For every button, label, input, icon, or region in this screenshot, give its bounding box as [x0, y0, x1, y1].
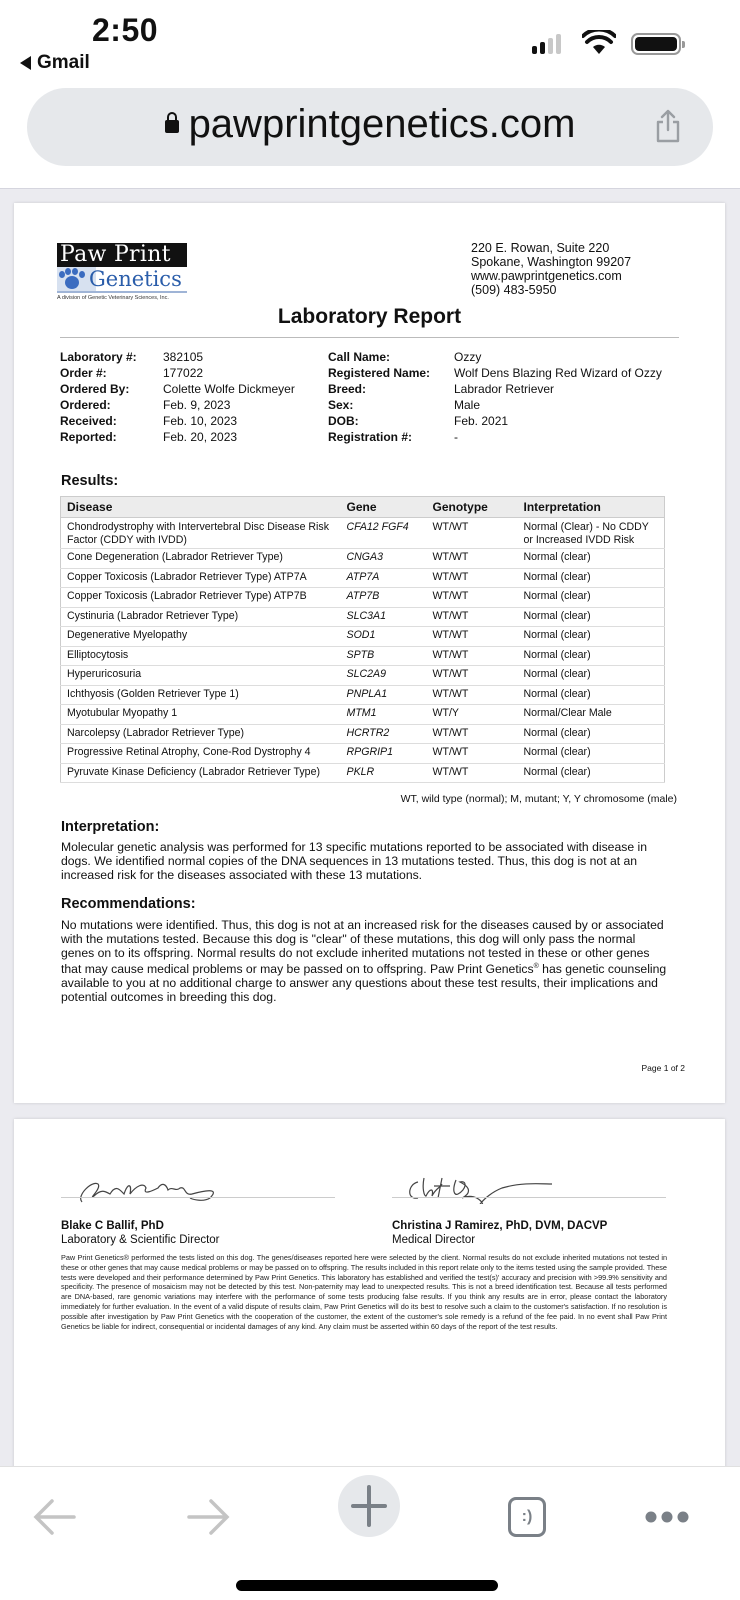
interpretation-cell: Normal (clear) — [518, 685, 665, 705]
back-triangle-icon — [20, 56, 31, 70]
lock-icon — [165, 120, 179, 133]
status-time: 2:50 — [92, 12, 159, 48]
genotype-cell: WT/WT — [427, 744, 518, 764]
gene-cell: RPGRIP1 — [341, 744, 427, 764]
table-row — [61, 666, 665, 686]
back-to-app-link[interactable] — [20, 52, 90, 74]
new-tab-button[interactable] — [338, 1475, 400, 1537]
table-row — [61, 685, 665, 705]
gene-cell: SLC2A9 — [341, 666, 427, 686]
forward-button[interactable] — [178, 1487, 238, 1547]
genotype-cell: WT/WT — [427, 646, 518, 666]
table-row — [61, 549, 665, 569]
signature-line — [61, 1197, 335, 1198]
order-info: Laboratory #: 382105 Order #: 177022 Ordered By: Colette Wolfe Dickmeyer Ordered: Feb. 9, 2023 Received: Feb. 10, 2023 Reported: Feb. 20, 2023 — [60, 350, 295, 444]
interpretation-cell: Normal (clear) — [518, 568, 665, 588]
disease-cell: Hyperuricosuria — [61, 666, 341, 686]
address-bar[interactable] — [27, 88, 713, 166]
interpretation-cell: Normal (clear) — [518, 588, 665, 608]
genotype-cell: WT/WT — [427, 607, 518, 627]
gene-cell: PNPLA1 — [341, 685, 427, 705]
results-heading: Results: — [61, 473, 119, 489]
interpretation-cell: Normal/Clear Male — [518, 705, 665, 725]
legal-disclaimer: Paw Print Genetics® performed the tests listed on this dog. The genes/diseases reported here were selected by the client. Normal results do not exclude inherited mutations not tested in these or other genes that may cause medical problems or may be passed on to offspring. The results included in this report relate only to the items tested using the sample provided. These tests were developed and their performance determined by Paw Print Genetics. This laboratory has established and verified the test(s)' accuracy and precision with >99.9% sensitivity and specificity. The presence of mosaicism may not be detected by this test. Non-paternity may lead to unexpected results. This is not a breed identification test. Because all tests performed are DNA-based, rare genomic variations may interfere with the performance of some tests producing false results. If you think any results are in error, please contact the laboratory immediately for further evaluation. In the event of a valid dispute of results claim, Paw Print Genetics will do its best to resolve such a claim to the customer's satisfaction. If no resolution is possible after investigation by Paw Print Genetics with the cooperation of the customer, the extent of the customer's sole remedy is a refund of the fee paid. In no event shall Paw Print Genetics be liable for indirect, consequential or incidental damages of any kind. Any claim must be asserted within 60 days of the report of the test results. — [61, 1253, 667, 1331]
paw-icon — [57, 268, 87, 290]
genotype-cell: WT/WT — [427, 763, 518, 783]
share-icon[interactable] — [653, 108, 683, 144]
gene-cell: ATP7A — [341, 568, 427, 588]
interpretation-cell: Normal (clear) — [518, 627, 665, 647]
logo-tagline: A division of Genetic Veterinary Sciences, Inc. — [57, 295, 169, 301]
signature-line — [392, 1197, 666, 1198]
disease-cell: Progressive Retinal Atrophy, Cone-Rod Dystrophy 4 — [61, 744, 341, 764]
interpretation-cell: Normal (clear) — [518, 646, 665, 666]
tabs-button[interactable] — [497, 1487, 557, 1547]
disease-cell: Narcolepsy (Labrador Retriever Type) — [61, 724, 341, 744]
signer-ramirez: Christina J Ramirez, PhD, DVM, DACVP Medical Director — [392, 1220, 608, 1246]
disease-cell: Elliptocytosis — [61, 646, 341, 666]
table-row — [61, 646, 665, 666]
table-row — [61, 568, 665, 588]
interpretation-cell: Normal (clear) — [518, 763, 665, 783]
interpretation-heading: Interpretation: — [61, 819, 160, 835]
back-button[interactable] — [25, 1487, 85, 1547]
more-button[interactable] — [637, 1487, 697, 1547]
genotype-cell: WT/WT — [427, 588, 518, 608]
genotype-cell: WT/WT — [427, 549, 518, 569]
disease-cell: Pyruvate Kinase Deficiency (Labrador Retriever Type) — [61, 763, 341, 783]
forward-arrow-icon — [185, 1497, 231, 1537]
recommendations-heading: Recommendations: — [61, 896, 196, 912]
signer-ballif: Blake C Ballif, PhD Laboratory & Scientific Director — [61, 1220, 220, 1246]
cellular-signal-icon — [532, 34, 561, 54]
dog-info: Call Name: Ozzy Registered Name: Wolf Dens Blazing Red Wizard of Ozzy Breed: Labrador Retriever Sex: Male DOB: Feb. 2021 Registration #: - — [328, 350, 662, 444]
report-title: Laboratory Report — [277, 305, 462, 328]
gene-cell: SPTB — [341, 646, 427, 666]
disease-cell: Copper Toxicosis (Labrador Retriever Type) ATP7B — [61, 588, 341, 608]
genotype-cell: WT/WT — [427, 568, 518, 588]
gene-cell: MTM1 — [341, 705, 427, 725]
gene-cell: CNGA3 — [341, 549, 427, 569]
gene-cell: SOD1 — [341, 627, 427, 647]
disease-cell: Myotubular Myopathy 1 — [61, 705, 341, 725]
disease-cell: Cone Degeneration (Labrador Retriever Type) — [61, 549, 341, 569]
table-row — [61, 607, 665, 627]
wifi-icon — [582, 30, 616, 56]
tabs-icon: :) — [508, 1497, 546, 1537]
table-row — [61, 627, 665, 647]
gene-cell: CFA12 FGF4 — [341, 518, 427, 549]
genotype-cell: WT/Y — [427, 705, 518, 725]
gene-cell: SLC3A1 — [341, 607, 427, 627]
company-logo: Paw Print Genetics A division of Genetic Veterinary Sciences, Inc. — [57, 243, 187, 301]
browser-toolbar — [0, 1466, 740, 1600]
status-bar — [0, 0, 740, 80]
pdf-viewer[interactable] — [0, 188, 740, 1466]
lab-address: 220 E. Rowan, Suite 220 Spokane, Washington 99207 www.pawprintgenetics.com (509) 483-5950 — [471, 241, 632, 297]
genotype-cell: WT/WT — [427, 518, 518, 549]
genotype-cell: WT/WT — [427, 724, 518, 744]
page-number: Page 1 of 2 — [641, 1063, 685, 1073]
table-row — [61, 518, 665, 549]
table-row — [61, 744, 665, 764]
battery-icon — [631, 33, 681, 55]
table-row — [61, 724, 665, 744]
interpretation-text: Molecular genetic analysis was performed for 13 specific mutations reported to be associated with disease in dogs. We identified normal copies of the DNA sequences in 13 mutations tested. Thus, this dog is not at an increased risk for the diseases associated with these 13 mutations. — [61, 840, 647, 882]
table-row — [61, 763, 665, 783]
more-icon — [644, 1510, 690, 1524]
genotype-cell: WT/WT — [427, 627, 518, 647]
genotype-legend: WT, wild type (normal); M, mutant; Y, Y chromosome (male) — [400, 793, 677, 805]
divider — [60, 337, 679, 338]
interpretation-cell: Normal (clear) — [518, 744, 665, 764]
gene-cell: PKLR — [341, 763, 427, 783]
disease-cell: Cystinuria (Labrador Retriever Type) — [61, 607, 341, 627]
interpretation-cell: Normal (Clear) - No CDDY or Increased IVDD Risk — [518, 518, 665, 549]
url-text: pawprintgenetics.com — [188, 102, 576, 146]
signature-ramirez — [402, 1174, 562, 1204]
genotype-cell: WT/WT — [427, 666, 518, 686]
table-header-row: Disease Gene Genotype Interpretation — [61, 497, 665, 518]
disease-cell: Ichthyosis (Golden Retriever Type 1) — [61, 685, 341, 705]
report-page-1 — [14, 203, 725, 1103]
back-app-label: Gmail — [37, 52, 90, 73]
gene-cell: HCRTR2 — [341, 724, 427, 744]
interpretation-cell: Normal (clear) — [518, 666, 665, 686]
disease-cell: Copper Toxicosis (Labrador Retriever Type) ATP7A — [61, 568, 341, 588]
genotype-cell: WT/WT — [427, 685, 518, 705]
interpretation-cell: Normal (clear) — [518, 549, 665, 569]
disease-cell: Degenerative Myelopathy — [61, 627, 341, 647]
gene-cell: ATP7B — [341, 588, 427, 608]
recommendations-text: No mutations were identified. Thus, this dog is not at an increased risk for the diseases caused by or associated with the mutations tested. Because this dog is "clear" of these mutations, this dog will only pass the normal genes on to its offspring. Normal results do not exclude inherited mutations not tested in these or other genes that may cause medical problems or may be passed on to offspring. Paw Print Genetics® has genetic counseling available to you at no additional charge to answer any questions about these test results, their implications and potential outcomes in breeding this dog. — [61, 918, 667, 1005]
table-row — [61, 705, 665, 725]
results-table — [60, 496, 665, 783]
report-page-2 — [14, 1119, 725, 1466]
home-indicator[interactable] — [236, 1580, 498, 1591]
interpretation-cell: Normal (clear) — [518, 607, 665, 627]
disease-cell: Chondrodystrophy with Intervertebral Disc Disease Risk Factor (CDDY with IVDD) — [61, 518, 341, 549]
table-row — [61, 588, 665, 608]
interpretation-cell: Normal (clear) — [518, 724, 665, 744]
signature-ballif — [72, 1174, 232, 1204]
new-tab-plus-icon — [351, 1485, 387, 1527]
back-arrow-icon — [32, 1497, 78, 1537]
